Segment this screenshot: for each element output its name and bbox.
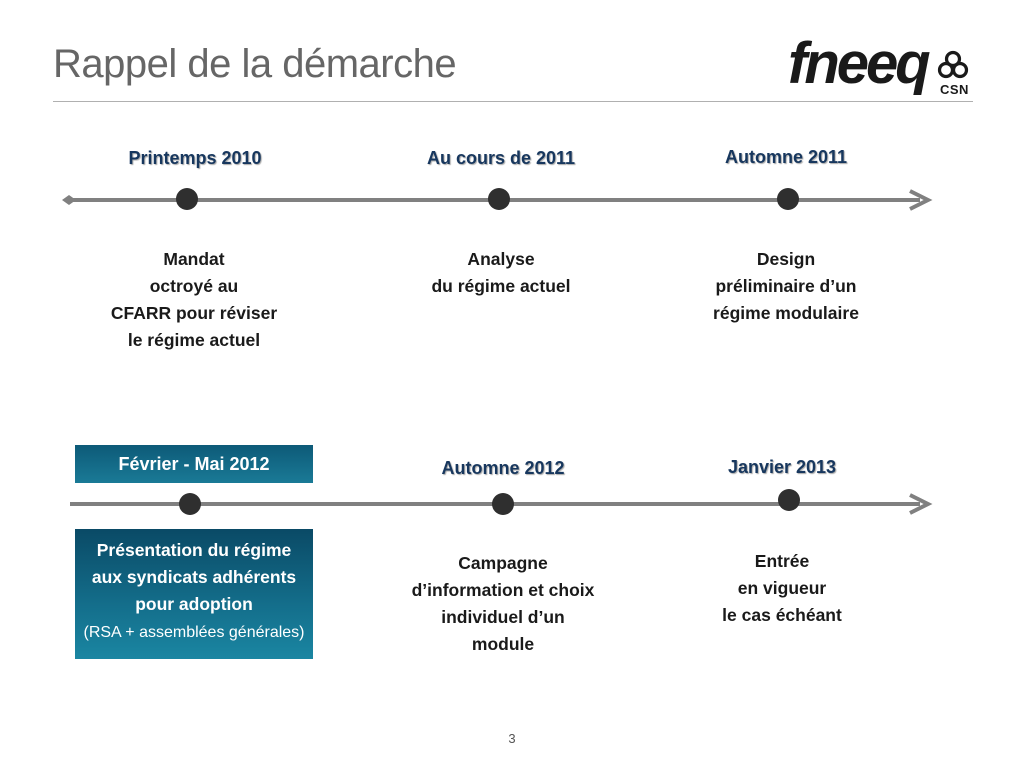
date-printemps-2010: Printemps 2010 [128, 148, 262, 168]
logo-wordmark: fneeq [788, 31, 928, 96]
milestone-desc-printemps-2010: Mandat octroyé au CFARR pour réviser le régime actuel [110, 249, 278, 350]
timeline-top-start-diamond [62, 195, 76, 205]
milestone-note: (RSA + assemblées générales) [83, 624, 305, 641]
date-cours-2011: Au cours de 2011 [426, 148, 576, 168]
date-box-fevrier-mai-2012: Février - Mai 2012 [75, 445, 313, 483]
milestone-desc-cours-2011: Analyse du régime actuel [431, 249, 571, 296]
page-number: 3 [508, 731, 516, 746]
page-title: Rappel de la démarche [53, 42, 457, 86]
date-janvier-2013: Janvier 2013 [727, 457, 837, 477]
milestone-dot-janvier-2013 [778, 489, 800, 511]
milestone-desc-janvier-2013: Entrée en vigueur le cas échéant [722, 551, 842, 625]
milestone-dot-printemps-2010 [176, 188, 198, 210]
milestone-dot-cours-2011 [488, 188, 510, 210]
date-automne-2012: Automne 2012 [441, 458, 565, 478]
milestone-dot-automne-2011 [777, 188, 799, 210]
milestone-box-presentation: Présentation du régime aux syndicats adhérents pour adoption (RSA + assemblées générales) [75, 529, 313, 659]
milestone-desc-automne-2012: Campagne d’information et choix individuel d’un module [411, 553, 595, 654]
milestone-dot-fevrier-2012 [179, 493, 201, 515]
date-automne-2011: Automne 2011 [724, 147, 848, 167]
milestone-desc-automne-2011: Design préliminaire d’un régime modulaire [713, 249, 859, 323]
milestone-dot-automne-2012 [492, 493, 514, 515]
logo-csn: CSN [940, 82, 969, 97]
